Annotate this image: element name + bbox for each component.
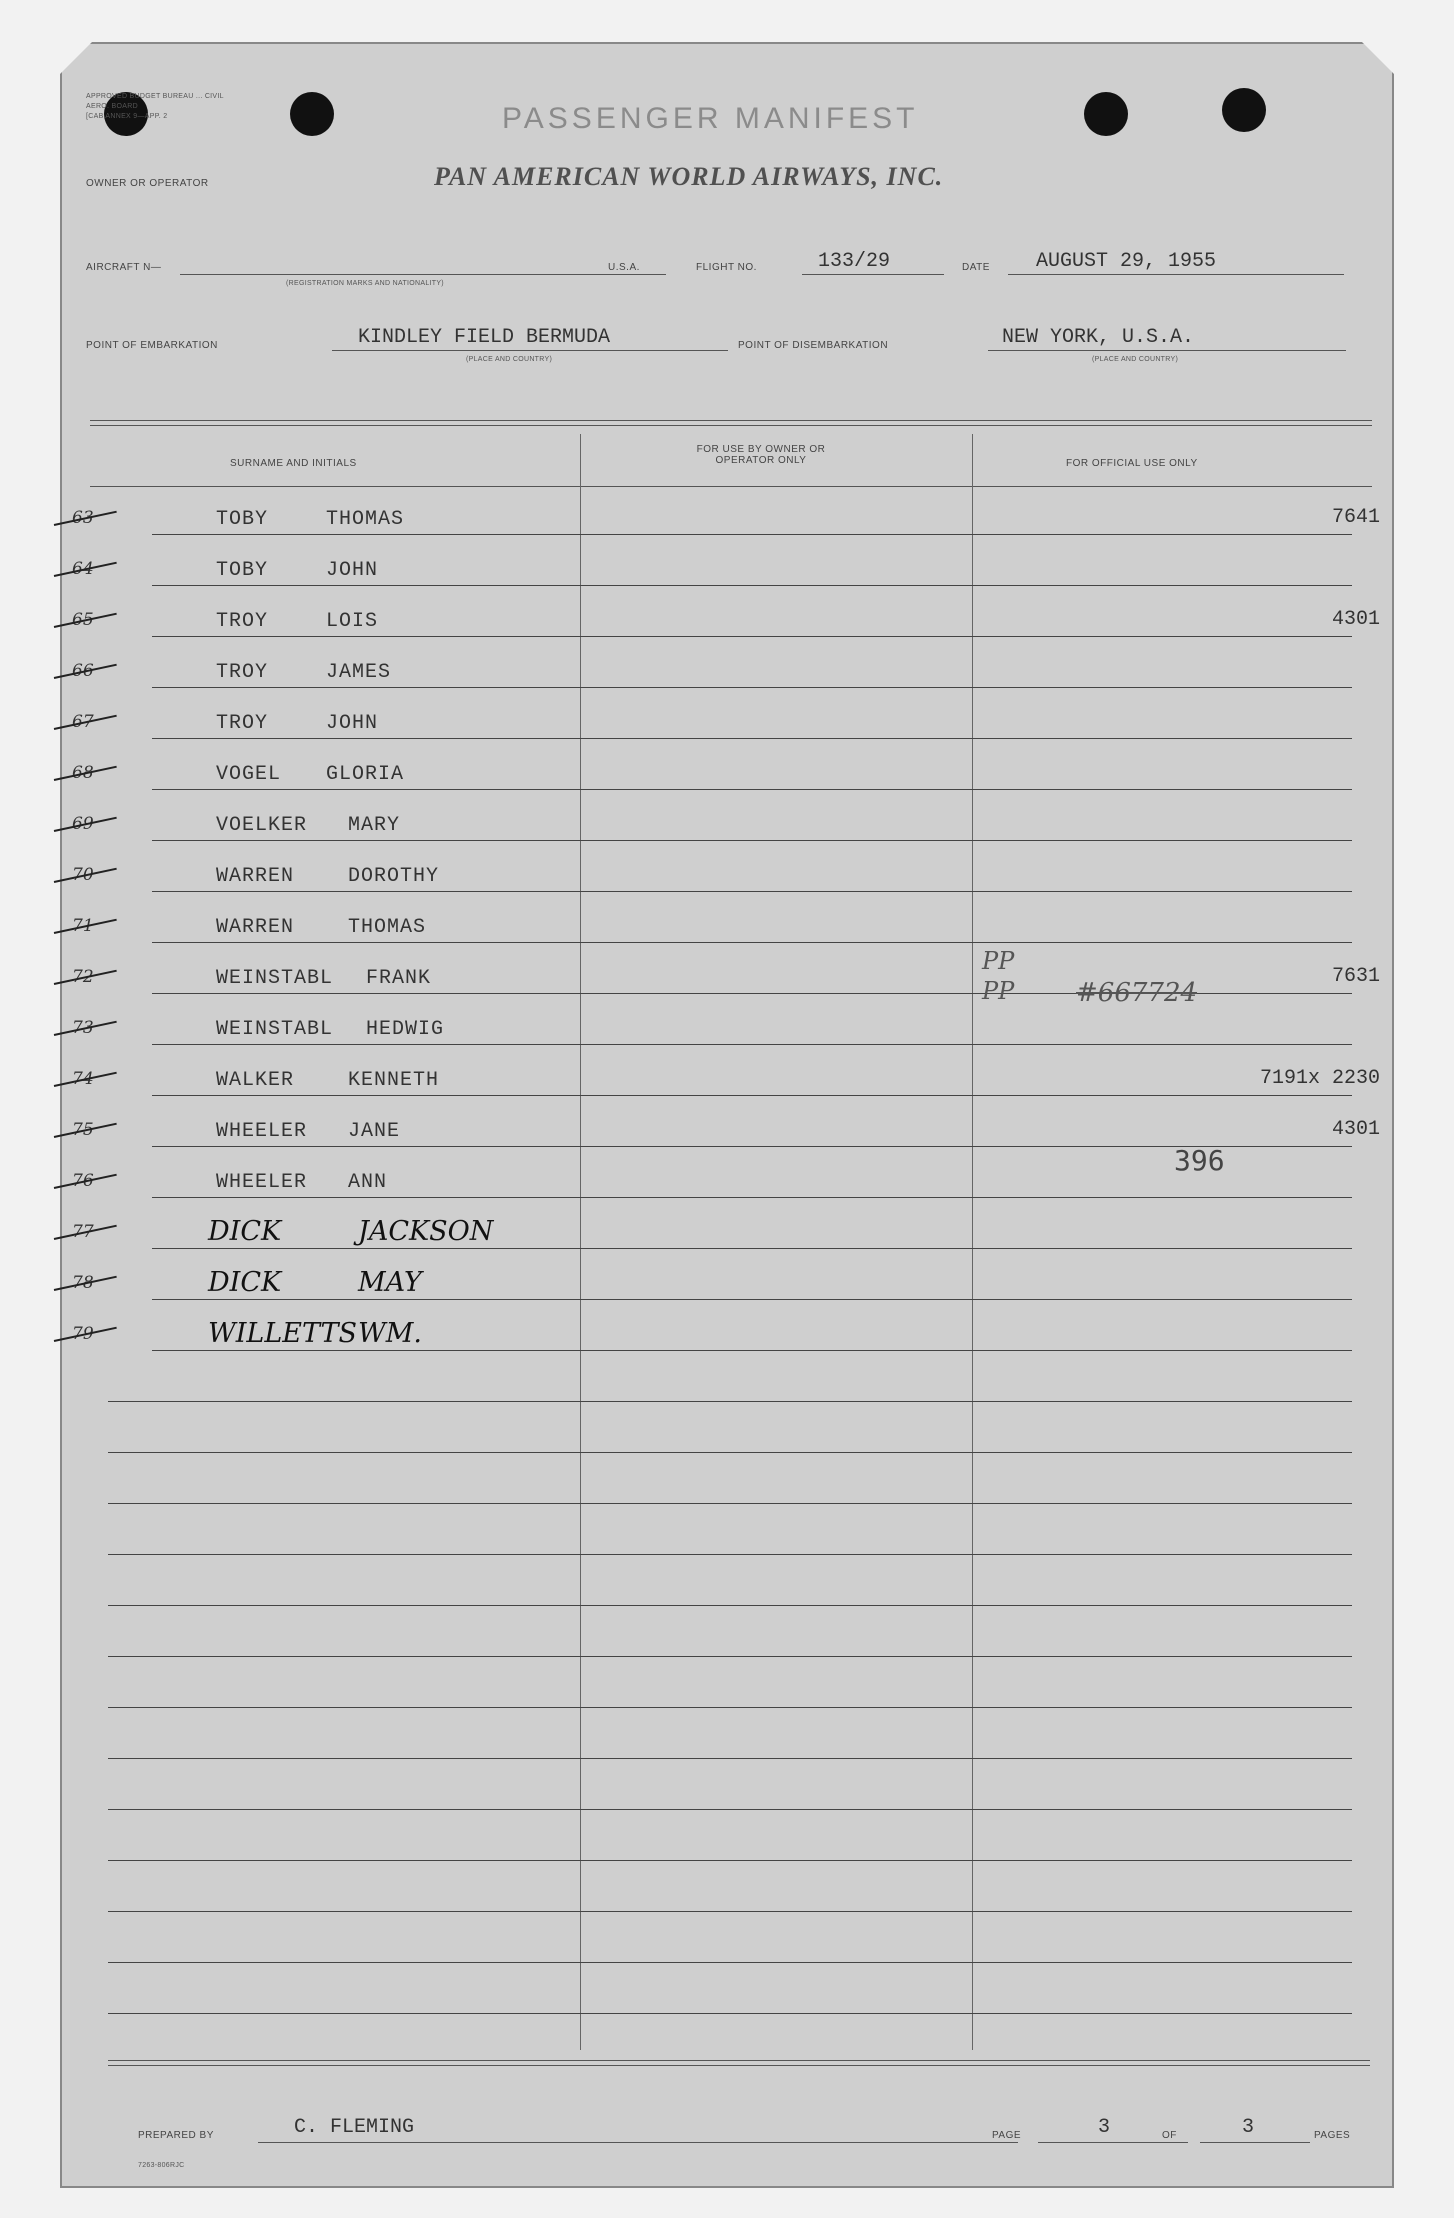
passenger-given-name: KENNETH xyxy=(348,1069,440,1092)
row-rule xyxy=(108,1962,1352,1963)
row-number: 65 xyxy=(72,610,94,630)
aircraft-underline xyxy=(180,274,666,275)
passenger-surname: WEINSTABL xyxy=(216,967,334,990)
aircraft-label: AIRCRAFT N— xyxy=(86,262,162,273)
row-number: 71 xyxy=(72,916,94,936)
row-rule xyxy=(152,738,1352,739)
page-label: PAGE xyxy=(992,2130,1022,2141)
flight-number: 133/29 xyxy=(818,250,891,273)
row-number: 69 xyxy=(72,814,94,834)
row-number: 74 xyxy=(72,1069,94,1089)
pencil-396: 396 xyxy=(1174,1144,1225,1177)
date-underline xyxy=(1008,274,1344,275)
row-rule xyxy=(108,1656,1352,1657)
row-number: 78 xyxy=(72,1273,94,1293)
row-rule xyxy=(152,1146,1352,1147)
row-rule xyxy=(152,585,1352,586)
owner-label: OWNER OR OPERATOR xyxy=(86,178,209,189)
row-number: 77 xyxy=(72,1222,94,1242)
row-number: 72 xyxy=(72,967,94,987)
passenger-given-name: THOMAS xyxy=(326,508,405,531)
pp-annotation: PP PP xyxy=(982,947,1015,1005)
row-rule xyxy=(152,534,1352,535)
passenger-surname: VOELKER xyxy=(216,814,308,837)
date-label: DATE xyxy=(962,262,990,273)
prepared-underline xyxy=(258,2142,1018,2143)
passenger-given-name: THOMAS xyxy=(348,916,427,939)
official-code: 4301 xyxy=(1331,608,1380,631)
pages-label: PAGES xyxy=(1314,2130,1351,2141)
flight-label: FLIGHT NO. xyxy=(696,262,757,273)
punch-hole-2 xyxy=(290,92,334,136)
row-number: 63 xyxy=(72,508,94,528)
passenger-surname: TROY xyxy=(216,661,269,684)
of-underline xyxy=(1200,2142,1310,2143)
of-value: 3 xyxy=(1242,2116,1255,2139)
row-rule xyxy=(108,1707,1352,1708)
official-code: 7641 xyxy=(1331,506,1380,529)
passenger-surname: WEINSTABL xyxy=(216,1018,334,1041)
row-number: 75 xyxy=(72,1120,94,1140)
row-rule xyxy=(152,840,1352,841)
disembark-underline xyxy=(988,350,1346,351)
passenger-surname: WHEELER xyxy=(216,1171,308,1194)
official-code: 7191x 2230 xyxy=(1259,1067,1380,1090)
row-rule xyxy=(152,1299,1352,1300)
footer-separator xyxy=(108,2060,1370,2066)
passenger-given-name: MAY xyxy=(358,1267,422,1298)
passenger-surname: WILLETTS xyxy=(208,1318,358,1349)
col-owner-header: FOR USE BY OWNER OR OPERATOR ONLY xyxy=(696,444,826,466)
row-rule xyxy=(108,2013,1352,2014)
row-number: 73 xyxy=(72,1018,94,1038)
header-separator xyxy=(90,420,1372,426)
row-rule xyxy=(108,1401,1352,1402)
flight-underline xyxy=(802,274,944,275)
passenger-surname: TOBY xyxy=(216,559,269,582)
passenger-surname: DICK xyxy=(208,1216,282,1247)
of-label: OF xyxy=(1162,2130,1177,2141)
row-rule xyxy=(152,891,1352,892)
page-title: PASSENGER MANIFEST xyxy=(502,102,919,135)
prepared-label: PREPARED BY xyxy=(138,2130,214,2141)
passenger-surname: WHEELER xyxy=(216,1120,308,1143)
row-number: 67 xyxy=(72,712,94,732)
passenger-surname: VOGEL xyxy=(216,763,282,786)
passenger-surname: WARREN xyxy=(216,865,295,888)
passenger-given-name: MARY xyxy=(348,814,401,837)
embark-label: POINT OF EMBARKATION xyxy=(86,340,218,351)
date-value: AUGUST 29, 1955 xyxy=(1036,250,1217,273)
page-underline xyxy=(1038,2142,1188,2143)
corner-cut-left xyxy=(56,38,96,78)
punch-hole-3 xyxy=(1084,92,1128,136)
passenger-given-name: JACKSON xyxy=(358,1216,494,1247)
passenger-surname: DICK xyxy=(208,1267,282,1298)
passenger-given-name: FRANK xyxy=(366,967,432,990)
page-value: 3 xyxy=(1098,2116,1111,2139)
row-rule xyxy=(108,1758,1352,1759)
embark-value: KINDLEY FIELD BERMUDA xyxy=(358,326,611,349)
passenger-given-name: LOIS xyxy=(326,610,379,633)
passenger-surname: TROY xyxy=(216,712,269,735)
embark-sub: (PLACE AND COUNTRY) xyxy=(466,356,553,363)
row-rule xyxy=(108,1911,1352,1912)
approval-line-1: APPROVED BUDGET BUREAU ... CIVIL AERO. BOARD xyxy=(86,93,224,110)
manifest-sheet xyxy=(60,42,1394,2188)
row-rule xyxy=(108,1554,1352,1555)
col-divider-2 xyxy=(972,434,973,2050)
passenger-surname: TOBY xyxy=(216,508,269,531)
col-divider-1 xyxy=(580,434,581,2050)
row-rule xyxy=(152,1350,1352,1351)
col-header-underline xyxy=(90,486,1372,487)
usa-label: U.S.A. xyxy=(608,262,640,273)
passenger-given-name: JOHN xyxy=(326,712,379,735)
row-rule xyxy=(152,942,1352,943)
row-rule xyxy=(152,1095,1352,1096)
row-number: 70 xyxy=(72,865,94,885)
embark-underline xyxy=(332,350,728,351)
row-number: 76 xyxy=(72,1171,94,1191)
disembark-label: POINT OF DISEMBARKATION xyxy=(738,340,889,351)
passenger-surname: WARREN xyxy=(216,916,295,939)
row-rule xyxy=(108,1605,1352,1606)
passenger-given-name: DOROTHY xyxy=(348,865,440,888)
row-rule xyxy=(152,1248,1352,1249)
row-rule xyxy=(152,1044,1352,1045)
disembark-value: NEW YORK, U.S.A. xyxy=(1002,326,1195,349)
official-code: 4301 xyxy=(1331,1118,1380,1141)
row-rule xyxy=(152,636,1352,637)
passenger-given-name: ANN xyxy=(348,1171,388,1194)
punch-hole-4 xyxy=(1222,88,1266,132)
approval-line-2: [CAB ANNEX 9—APP. 2 xyxy=(86,113,168,120)
row-rule xyxy=(152,687,1352,688)
row-rule xyxy=(108,1452,1352,1453)
prepared-value: C. FLEMING xyxy=(294,2116,415,2139)
crossed-number: #667724 xyxy=(1076,978,1198,1008)
row-number: 66 xyxy=(72,661,94,681)
passenger-given-name: JAMES xyxy=(326,661,392,684)
row-number: 68 xyxy=(72,763,94,783)
row-rule xyxy=(152,789,1352,790)
row-rule xyxy=(108,1503,1352,1504)
aircraft-sub: (REGISTRATION MARKS AND NATIONALITY) xyxy=(286,280,444,287)
row-rule xyxy=(108,1860,1352,1861)
passenger-given-name: JOHN xyxy=(326,559,379,582)
official-code: 7631 xyxy=(1331,965,1380,988)
passenger-given-name: WM. xyxy=(358,1318,422,1349)
corner-cut-right xyxy=(1358,38,1398,78)
passenger-surname: TROY xyxy=(216,610,269,633)
passenger-given-name: JANE xyxy=(348,1120,401,1143)
row-number: 79 xyxy=(72,1324,94,1344)
passenger-given-name: GLORIA xyxy=(326,763,405,786)
passenger-surname: WALKER xyxy=(216,1069,295,1092)
passenger-given-name: HEDWIG xyxy=(366,1018,445,1041)
row-number: 64 xyxy=(72,559,94,579)
form-code: 7263-806RJC xyxy=(138,2162,185,2169)
row-rule xyxy=(108,1809,1352,1810)
col-official-header: FOR OFFICIAL USE ONLY xyxy=(1066,458,1198,469)
owner-value: PAN AMERICAN WORLD AIRWAYS, INC. xyxy=(434,162,944,191)
disembark-sub: (PLACE AND COUNTRY) xyxy=(1092,356,1179,363)
row-rule xyxy=(152,1197,1352,1198)
approval-stamp xyxy=(86,92,246,122)
col-surname-header: SURNAME AND INITIALS xyxy=(230,458,357,469)
